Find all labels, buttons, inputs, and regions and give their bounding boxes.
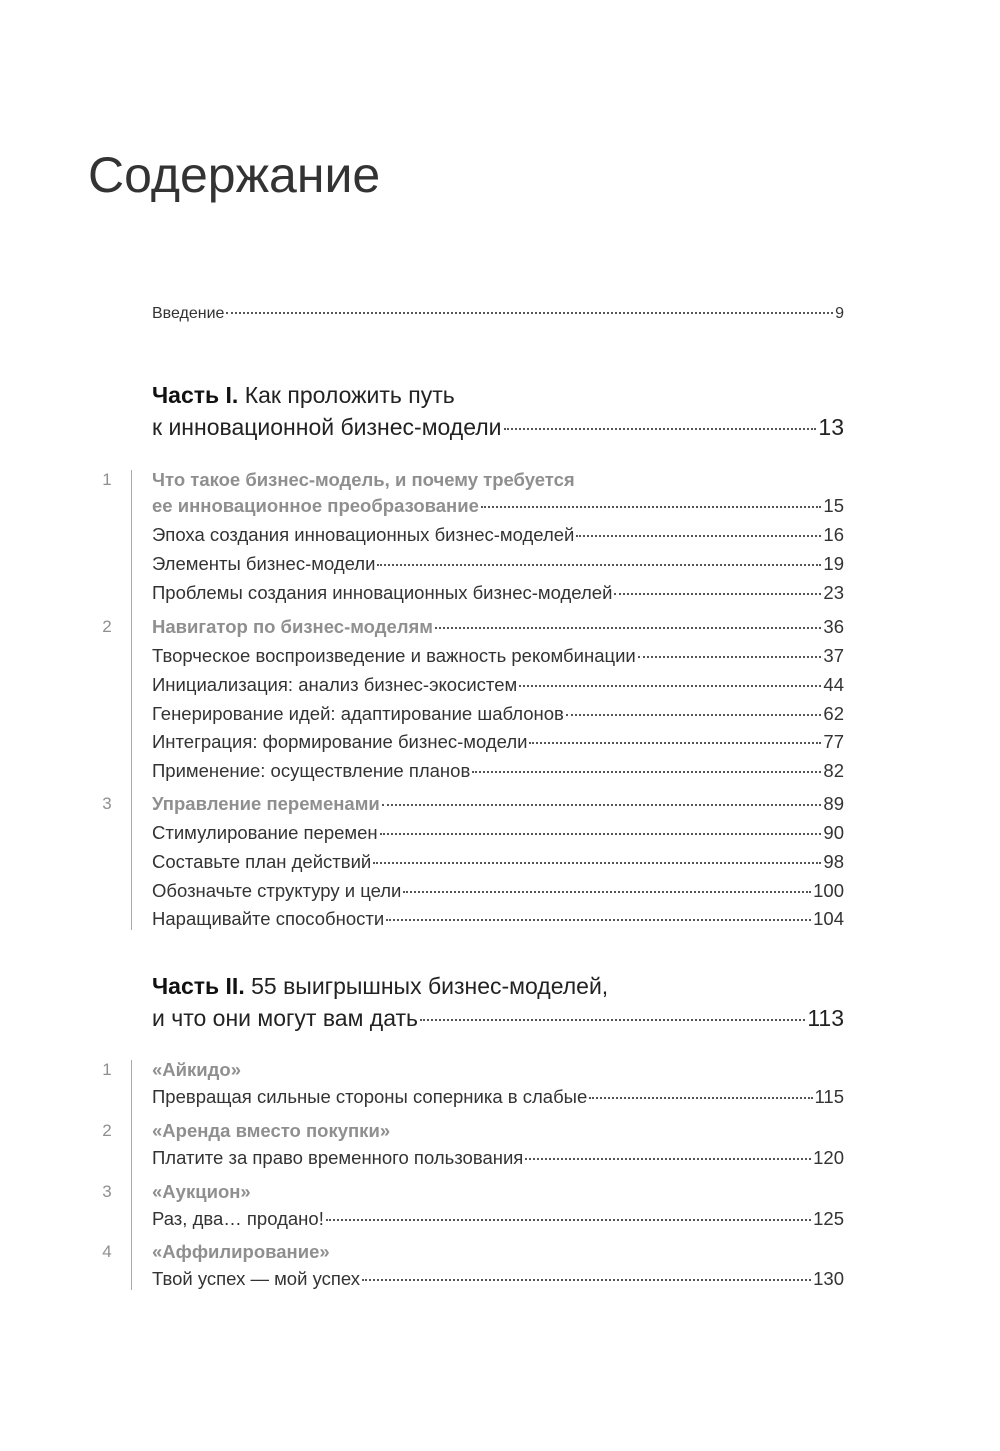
model-name: «Аукцион»	[152, 1181, 251, 1202]
toc-entry-page: 90	[823, 822, 844, 843]
dot-leader	[326, 1219, 811, 1221]
toc-entry-label: Интеграция: формирование бизнес-модели	[152, 731, 528, 752]
chapter-number: 3	[102, 794, 112, 813]
toc-entry-label: Платите за право временного пользования	[152, 1147, 524, 1168]
chapter-2-title: Навигатор по бизнес-моделям	[152, 616, 433, 637]
dot-leader	[504, 428, 817, 430]
toc-entry-page: 125	[813, 1208, 844, 1229]
section-divider-line	[131, 470, 132, 930]
part-1-title-line1: Как проложить путь	[244, 382, 455, 408]
toc-entry-page: 13	[818, 414, 844, 440]
dot-leader	[472, 771, 821, 773]
dot-leader	[529, 742, 821, 744]
part-1-prefix: Часть I.	[152, 382, 239, 408]
toc-entry-intro[interactable]	[152, 305, 844, 323]
toc-entry-page: 115	[814, 1086, 844, 1107]
toc-entry[interactable]	[152, 674, 844, 696]
toc-entry[interactable]	[152, 553, 844, 575]
chapter-number: 2	[102, 617, 112, 636]
dot-leader	[377, 564, 821, 566]
model-number: 3	[102, 1182, 112, 1201]
model-name: «Айкидо»	[152, 1059, 241, 1080]
dot-leader	[382, 804, 822, 806]
toc-entry-chapter-3[interactable]	[152, 793, 844, 815]
toc-entry-page: 37	[823, 645, 844, 666]
toc-entry[interactable]	[152, 524, 844, 546]
toc-entry-label: Твой успех — мой успех	[152, 1268, 361, 1289]
dot-leader	[226, 312, 833, 314]
toc-entry[interactable]	[152, 880, 844, 902]
toc-entry-label: Инициализация: анализ бизнес-экосистем	[152, 674, 518, 695]
toc-entry-page: 19	[823, 553, 844, 574]
dot-leader	[403, 891, 811, 893]
toc-entry[interactable]	[152, 703, 844, 725]
part-2-heading	[152, 973, 608, 1000]
toc-entry-label: Эпоха создания инновационных бизнес-моделей	[152, 524, 575, 545]
part-2-title-line2: и что они могут вам дать	[152, 1005, 419, 1031]
dot-leader	[380, 833, 822, 835]
toc-entry[interactable]	[152, 645, 844, 667]
part-1-title-line2: к инновационной бизнес-модели	[152, 414, 502, 440]
dot-leader	[589, 1097, 812, 1099]
toc-entry-page: 9	[835, 305, 844, 322]
dot-leader	[481, 506, 822, 508]
toc-entry-label: Превращая сильные стороны соперника в слабые	[152, 1086, 588, 1107]
dot-leader	[638, 656, 822, 658]
chapter-3-title: Управление переменами	[152, 793, 380, 814]
toc-entry-page: 120	[813, 1147, 844, 1168]
part-1-heading	[152, 382, 455, 409]
model-name: «Аффилирование»	[152, 1241, 330, 1262]
toc-entry-page: 89	[823, 793, 844, 814]
toc-entry[interactable]	[152, 822, 844, 844]
toc-entry-label: Применение: осуществление планов	[152, 760, 471, 781]
model-number: 1	[102, 1060, 112, 1079]
dot-leader	[386, 919, 811, 921]
dot-leader	[435, 627, 821, 629]
part-2-prefix: Часть II.	[152, 973, 245, 999]
toc-entry[interactable]	[152, 1208, 844, 1230]
chapter-1-title-line1: Что такое бизнес-модель, и почему требуется	[152, 469, 575, 490]
toc-entry-label: Элементы бизнес-модели	[152, 553, 376, 574]
toc-entry-label: Проблемы создания инновационных бизнес-моделей	[152, 582, 613, 603]
toc-entry-label: Стимулирование перемен	[152, 822, 378, 843]
toc-entry[interactable]	[152, 1268, 844, 1290]
toc-entry-page: 130	[813, 1268, 844, 1289]
toc-entry-label: Обозначьте структуру и цели	[152, 880, 402, 901]
model-number: 4	[102, 1242, 112, 1261]
toc-entry[interactable]	[152, 851, 844, 873]
toc-entry-label: Введение	[152, 305, 225, 322]
chapter-1-title-line2: ее инновационное преобразование	[152, 495, 479, 516]
toc-entry-page: 82	[823, 760, 844, 781]
toc-entry-page: 104	[813, 908, 844, 929]
toc-entry-label: Творческое воспроизведение и важность рекомбинации	[152, 645, 636, 666]
dot-leader	[362, 1279, 811, 1281]
dot-leader	[614, 593, 821, 595]
toc-entry-chapter-2[interactable]	[152, 616, 844, 638]
section-divider-line	[131, 1060, 132, 1290]
toc-entry[interactable]	[152, 760, 844, 782]
toc-entry-page: 23	[823, 582, 844, 603]
toc-entry-page: 100	[813, 880, 844, 901]
dot-leader	[519, 685, 821, 687]
dot-leader	[566, 714, 822, 716]
dot-leader	[373, 862, 821, 864]
toc-entry-page: 113	[807, 1005, 844, 1031]
toc-entry[interactable]	[152, 1086, 844, 1108]
model-number: 2	[102, 1121, 112, 1140]
dot-leader	[525, 1158, 811, 1160]
toc-entry-page: 62	[823, 703, 844, 724]
dot-leader	[576, 535, 821, 537]
toc-entry[interactable]	[152, 908, 844, 930]
dot-leader	[420, 1019, 805, 1021]
toc-entry[interactable]	[152, 1147, 844, 1169]
toc-entry-label: Наращивайте способности	[152, 908, 385, 929]
toc-entry-label: Составьте план действий	[152, 851, 372, 872]
toc-entry[interactable]	[152, 582, 844, 604]
toc-entry-part-1[interactable]	[152, 414, 844, 441]
chapter-number: 1	[102, 470, 112, 489]
toc-entry-page: 77	[823, 731, 844, 752]
model-name: «Аренда вместо покупки»	[152, 1120, 391, 1141]
toc-entry-page: 44	[823, 674, 844, 695]
toc-entry-part-2[interactable]	[152, 1005, 844, 1032]
toc-entry[interactable]	[152, 731, 844, 753]
toc-entry-label: Раз, два… продано!	[152, 1208, 324, 1229]
toc-entry-label: Генерирование идей: адаптирование шаблонов	[152, 703, 564, 724]
toc-entry-chapter-1[interactable]	[152, 495, 844, 517]
toc-entry-page: 36	[823, 616, 844, 637]
part-2-title-line1: 55 выигрышных бизнес-моделей,	[251, 973, 609, 999]
toc-entry-page: 98	[823, 851, 844, 872]
toc-entry-page: 16	[823, 524, 844, 545]
page-title: Содержание	[88, 147, 381, 203]
toc-entry-page: 15	[823, 495, 844, 516]
